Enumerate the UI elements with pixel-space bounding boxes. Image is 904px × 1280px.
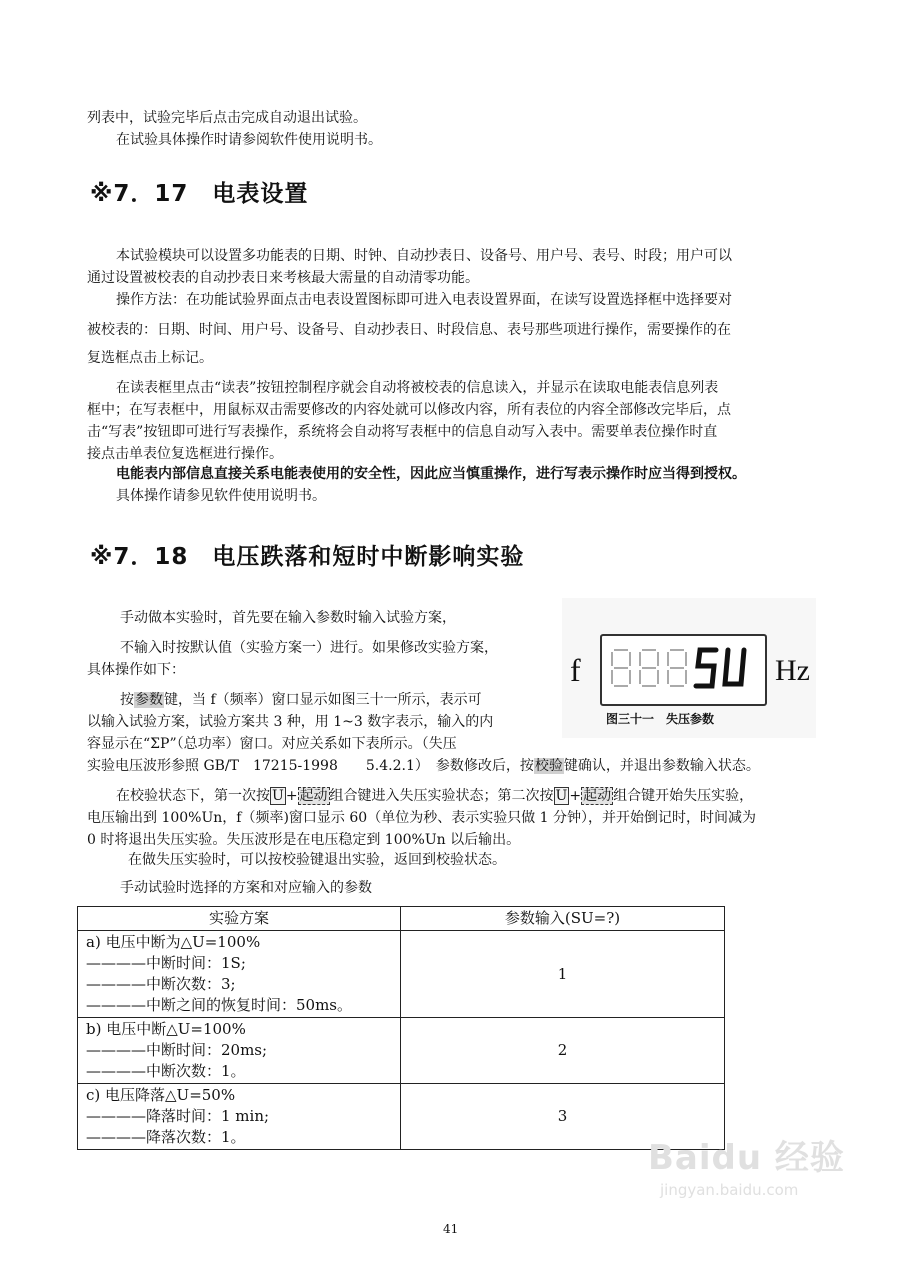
para-2-line-2: 被校表的：日期、时间、用户号、设备号、自动抄表日、时段信息、表号那些项进行操作，需要操作的在 [87, 322, 731, 338]
text-fragment: 键确认，并退出参数输入状态。 [563, 758, 760, 774]
figure-caption: 图三十一 失压参数 [606, 712, 715, 726]
para-b-line-1 [120, 690, 482, 710]
blank-digit-2 [640, 650, 658, 686]
scheme-line: ————降落次数：1。 [86, 1128, 246, 1146]
text-fragment: 键，当 f（频率）窗口显示如图三十一所示，表示可 [164, 692, 482, 708]
table-row [78, 1084, 725, 1150]
para-c-line-3: 0 时将退出失压实验。失压波形是在电压稳定到 100%Un 以后输出。 [87, 832, 521, 848]
para-d-line-1: 在做失压实验时，可以按校验键退出实验，返回到校验状态。 [128, 852, 506, 868]
param-key: 参数 [135, 692, 163, 708]
plus-sign: + [285, 788, 298, 804]
scheme-line: b) 电压中断△U=100% [86, 1020, 246, 1038]
table-row [78, 1018, 725, 1084]
watermark-url: jingyan.baidu.com [660, 1181, 799, 1199]
text-fragment: 在校验状态下，第一次按 [116, 788, 270, 804]
table-caption: 手动试验时选择的方案和对应输入的参数 [120, 880, 372, 896]
display-digits-svg [602, 636, 765, 704]
blank-digit-3 [668, 650, 686, 686]
verify-key: 校验 [534, 758, 563, 774]
scheme-cell [78, 931, 401, 1018]
scheme-line: ————降落时间：1 min; [86, 1107, 270, 1125]
table-header-row [78, 907, 725, 931]
scheme-line: a) 电压中断为△U=100% [86, 933, 261, 951]
scheme-cell [78, 1018, 401, 1084]
u-key: U [555, 788, 568, 804]
section-heading-7-17: ※7．17 电表设置 [90, 181, 309, 207]
para-1-line-2: 通过设置被校表的自动抄表日来考核最大需量的自动清零功能。 [87, 270, 479, 286]
text-fragment: 组合键进入失压实验状态；第二次按 [329, 788, 554, 804]
scheme-cell [78, 1084, 401, 1150]
header-param: 参数输入(SU=?) [401, 907, 725, 931]
para-2-line-1: 操作方法：在功能试验界面点击电表设置图标即可进入电表设置界面，在读写设置选择框中选择要对 [116, 292, 732, 308]
para-c-line-1 [116, 786, 753, 806]
intro-a3: 具体操作如下： [87, 662, 185, 678]
intro-line-2: 在试验具体操作时请参阅软件使用说明书。 [116, 132, 382, 148]
param-value: 1 [401, 931, 725, 1018]
digit-u [725, 650, 744, 684]
section-heading-7-18: ※7．18 电压跌落和短时中断影响实验 [90, 544, 525, 570]
figure-31 [562, 598, 816, 738]
watermark-brand: Baidu 经验 [648, 1138, 845, 1178]
header-scheme: 实验方案 [78, 907, 401, 931]
text-fragment: 组合键开始失压实验， [613, 788, 754, 804]
para-3-line-1: 在读表框里点击“读表”按钮控制程序就会自动将被校表的信息读入，并显示在读取电能表信息列表 [116, 380, 719, 396]
scheme-table [77, 906, 725, 1150]
table-row [78, 931, 725, 1018]
para-1-line-1: 本试验模块可以设置多功能表的日期、时钟、自动抄表日、设备号、用户号、表号、时段；用户可以 [116, 248, 732, 264]
intro-a2: 不输入时按默认值（实验方案一）进行。如果修改实验方案， [120, 640, 498, 656]
scheme-line: ————中断时间：20ms; [86, 1041, 268, 1059]
warning-text: 电能表内部信息直接关系电能表使用的安全性，因此应当慎重操作，进行写表示操作时应当得到授权。 [116, 466, 746, 482]
scheme-line: ————中断时间：1S; [86, 954, 246, 972]
para-3-line-2: 框中；在写表框中，用鼠标双击需要修改的内容处就可以修改内容，所有表位的内容全部修改完毕后，点 [87, 402, 731, 418]
reference-text: 具体操作请参见软件使用说明书。 [116, 488, 326, 504]
seven-segment-display [600, 634, 767, 706]
para-b-line-3: 容显示在“ΣP”（总功率）窗口。对应关系如下表所示。（失压 [87, 736, 457, 752]
scheme-line: c) 电压降落△U=50% [86, 1086, 236, 1104]
frequency-label: f [570, 652, 581, 688]
para-b-line-2: 以输入试验方案，试验方案共 3 种，用 1~3 数字表示，输入的内 [87, 714, 494, 730]
para-2-line-3: 复选框点击上标记。 [87, 350, 213, 366]
u-key: U [272, 788, 284, 804]
text-fragment: 实验电压波形参照 GB/T 17215-1998 5.4.2.1） 参数修改后，按 [87, 758, 534, 774]
para-3-line-3: 击“写表”按钮即可进行写表操作，系统将会自动将写表框中的信息自动写入表中。需要单表位操作时直 [87, 424, 718, 440]
intro-line-1: 列表中，试验完毕后点击完成自动退出试验。 [87, 110, 367, 126]
start-key: 起动 [583, 788, 612, 804]
para-c-line-2: 电压输出到 100%Un，f（频率)窗口显示 60（单位为秒、表示实验只做 1 分钟），并开始倒记时，时间减为 [87, 810, 757, 826]
start-key: 起动 [299, 788, 328, 804]
para-b-line-4 [87, 756, 760, 776]
param-value: 3 [401, 1084, 725, 1150]
scheme-line: ————中断之间的恢复时间：50ms。 [86, 996, 353, 1014]
scheme-line: ————中断次数：3; [86, 975, 236, 993]
intro-a1: 手动做本实验时，首先要在输入参数时输入试验方案， [120, 610, 456, 626]
scheme-line: ————中断次数：1。 [86, 1062, 246, 1080]
param-value: 2 [401, 1018, 725, 1084]
watermark [648, 1130, 845, 1199]
para-3-line-4: 接点击单表位复选框进行操作。 [87, 446, 283, 462]
unit-label: Hz [775, 654, 810, 687]
digit-s [696, 650, 716, 686]
text-fragment: 按 [120, 692, 134, 708]
page-number: 41 [443, 1222, 459, 1236]
blank-digit-1 [612, 650, 630, 686]
plus-sign: + [569, 788, 582, 804]
